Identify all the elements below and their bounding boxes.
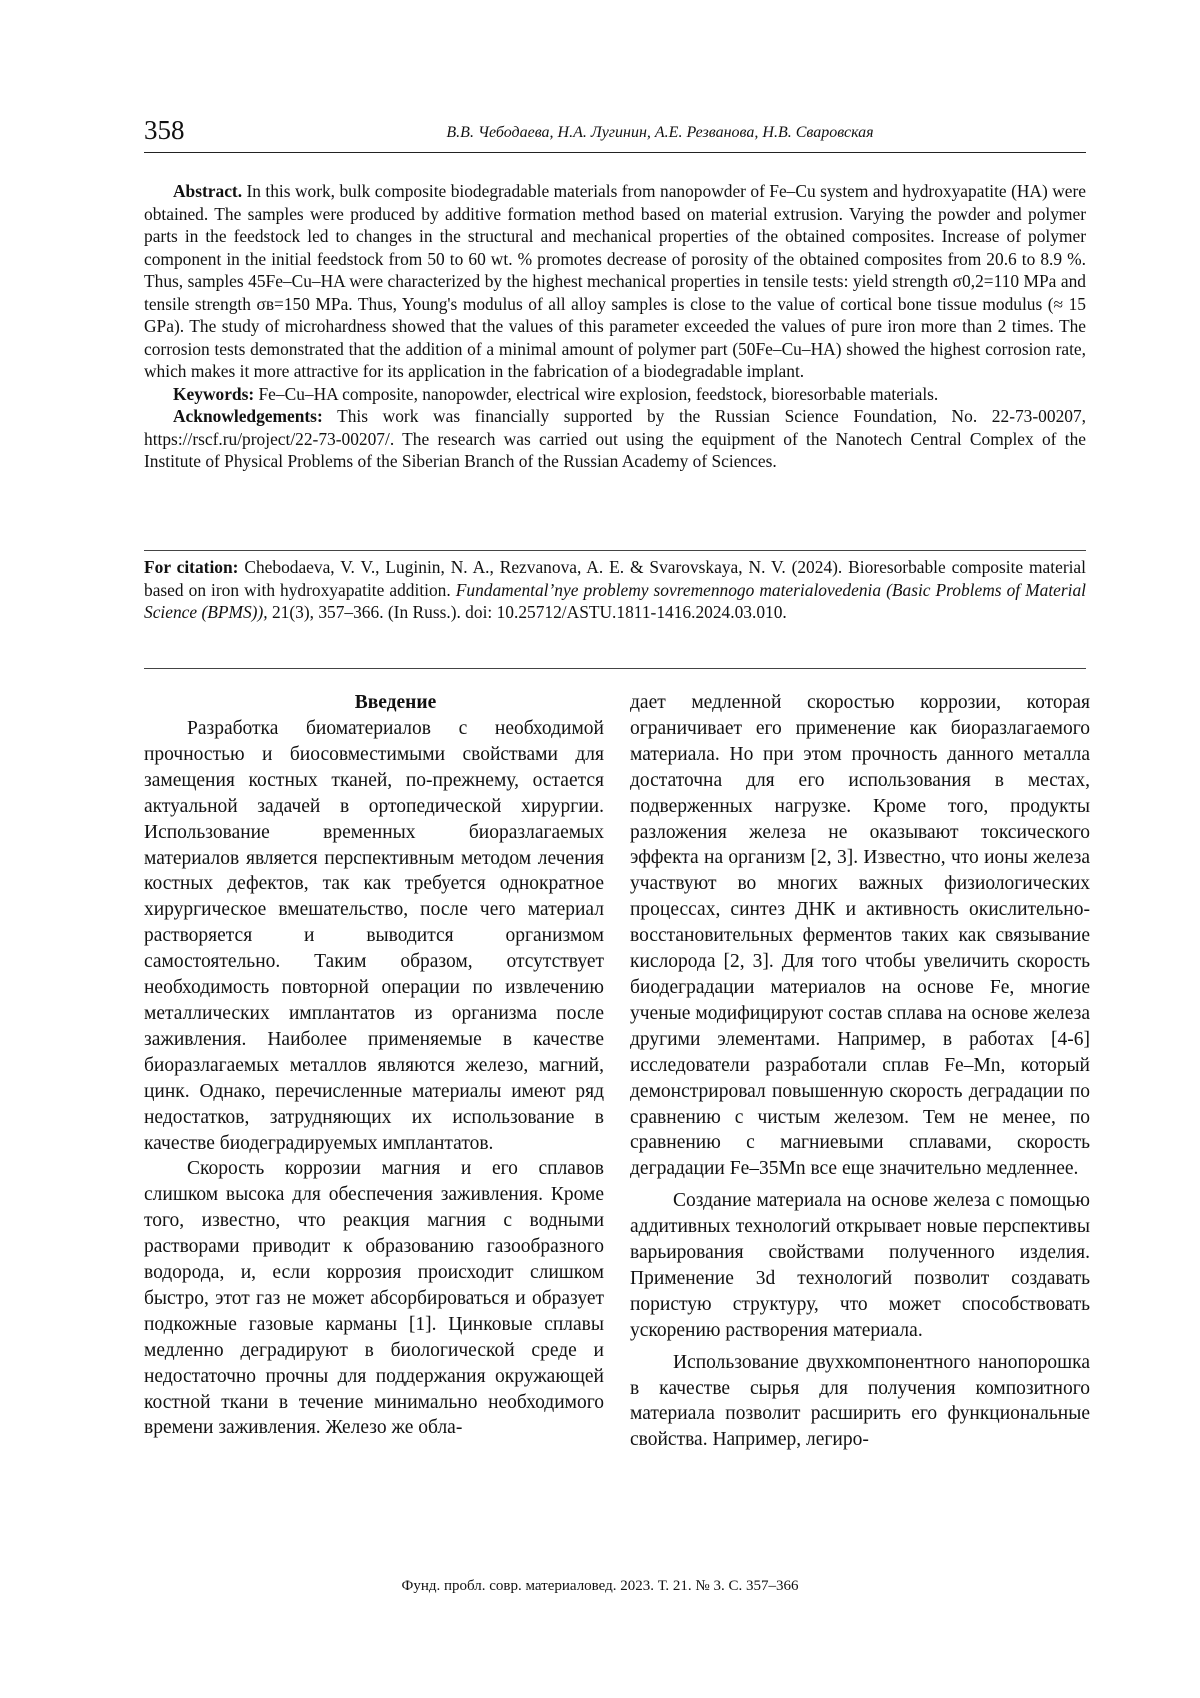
divider-top (144, 550, 1086, 551)
body-paragraph: дает медленной скоростью коррозии, которая ограничивает его применение как биоразлагаемого материала. Но при этом прочность данного металла достаточна для его использования в местах, подверженных нагрузке. Кроме того, продукты разложения железа не оказывают токсического эффекта на организм [2, 3]. Известно, что ионы железа участвуют во многих важных физиологических процессах, синтез ДНК и активность окислительно-восстановительных ферментов таких как связывание кислорода [2, 3]. Для того чтобы увеличить скорость биодеградации материалов на основе Fe, многие ученые модифицируют состав сплава на основе железа другими элементами. Например, в работах [4-6] исследователи разработали сплав Fe–Mn, который демонстрировал повышенную скорость деградации по сравнению с чистым железом. Тем не менее, по сравнению с магниевыми сплавами, скорость деградации Fe–35Mn все еще значительно медленнее. (630, 692, 1090, 1180)
abstract-text: In this work, bulk composite biodegradable materials from nanopowder of Fe–Cu system and hydroxyapatite (HA) were obtained. The samples were produced by additive formation method based on material extrusion. Varying the powder and polymer parts in the feedstock led to changes in the structural and mechanical properties of the obtained composites. Increase of polymer component in the initial feedstock from 50 to 60 wt. % promotes decrease of porosity of the obtained composites from 20.6 to 8.9 %. Thus, samples 45Fe–Cu–HA were characterized by the highest mechanical properties in tensile tests: yield strength σ0,2=110 MPa and tensile strength σв=150 MPa. Thus, Young's modulus of all alloy samples is close to the value of cortical bone tissue modulus (≈ 15 GPa). The study of microhardness showed that the values of this parameter exceeded the values of pure iron more than 2 times. The corrosion tests demonstrated that the addition of a minimal amount of polymer part (50Fe–Cu–HA) showed the highest corrosion rate, which makes it more attractive for its application in the fabrication of a biodegradable implant. (144, 181, 1086, 381)
abstract-label: Abstract. (173, 181, 243, 201)
citation-block (144, 556, 1086, 624)
abstract-block (144, 180, 1086, 473)
acknowledgements-label: Acknowledgements: (173, 406, 323, 426)
right-column (630, 690, 1090, 1453)
citation-tail: 21(3), 357–366. (In Russ.). doi: 10.25712/ASTU.1811-1416.2024.03.010. (271, 602, 787, 622)
citation-paragraph (144, 556, 1086, 624)
acknowledgements-text: This work was financially supported by the Russian Science Foundation, No. 22-73-00207, https://rscf.ru/project/22-73-00207/. The research was carried out using the equipment of the Nanotech Central Complex of the Institute of Physical Problems of the Siberian Branch of the Russian Academy of Sciences. (144, 406, 1086, 471)
page-number: 358 (144, 115, 185, 145)
acknowledgements-paragraph (144, 405, 1086, 473)
citation-label: For citation: (144, 557, 239, 577)
running-authors: В.В. Чебодаева, Н.А. Лугинин, А.Е. Резванова, Н.В. Сваровская (446, 124, 874, 141)
page-footer: Фунд. пробл. совр. материаловед. 2023. Т. 21. № 3. С. 357–366 (401, 1578, 799, 1594)
body-paragraph: Скорость коррозии магния и его сплавов слишком высока для обеспечения заживления. Кроме того, известно, что реакция магния с водными растворами приводит к образованию газообразного водорода, и, если коррозия происходит слишком быстро, этот газ не может абсорбироваться и образует подкожные газовые карманы [1]. Цинковые сплавы медленно деградируют в биологической среде и недостаточно прочны для поддержания окружающей костной ткани в течение минимально необходимого времени заживления. Железо же обла- (144, 1158, 604, 1439)
keywords-paragraph (144, 383, 1086, 406)
section-title: Введение (354, 692, 437, 713)
body-paragraph: Использование двухкомпонентного нанопорошка в качестве сырья для получения композитного материала позволит расширить его функциональные свойства. Например, легиро- (630, 1351, 1090, 1451)
keywords-text: Fe–Cu–HA composite, nanopowder, electrical wire explosion, feedstock, bioresorbable materials. (258, 383, 939, 404)
keywords-label: Keywords: (173, 383, 255, 404)
citation-text: Chebodaeva, V. V., Luginin, N. A., Rezvanova, A. E. & Svarovskaya, N. V. (2024). Bioresorbable composite material based on iron with hydroxyapatite addition. (144, 557, 1086, 600)
body-paragraph: Разработка биоматериалов с необходимой прочностью и биосовместимыми свойствами для замещения костных тканей, по-прежнему, остается актуальной задачей в ортопедической хирургии. Использование временных биоразлагаемых материалов является перспективным методом лечения костных дефектов, так как требуется однократное хирургическое вмешательство, после чего материал растворяется и выводится организмом самостоятельно. Таким образом, отсутствует необходимость повторной операции по извлечению металлических имплантатов из организма после заживления. Наиболее применяемые в качестве биоразлагаемых металлов являются железо, магний, цинк. Однако, перечисленные материалы имеют ряд недостатков, затрудняющих их использование в качестве биодеградируемых имплантатов. (144, 718, 604, 1154)
left-column (144, 690, 604, 1441)
page-header (144, 108, 1086, 153)
abstract-paragraph (144, 180, 1086, 383)
body-paragraph: Создание материала на основе железа с помощью аддитивных технологий открывает новые перспективы варьирования свойствами полученного изделия. Применение 3d технологий позволит создавать пористую структуру, что может способствовать ускорению растворения материала. (630, 1190, 1090, 1341)
citation-journal: Fundamental’nye problemy sovremennogo materialovedenia (Basic Problems of Material Science (BPMS)), (144, 579, 1087, 622)
divider-bottom (144, 668, 1086, 669)
